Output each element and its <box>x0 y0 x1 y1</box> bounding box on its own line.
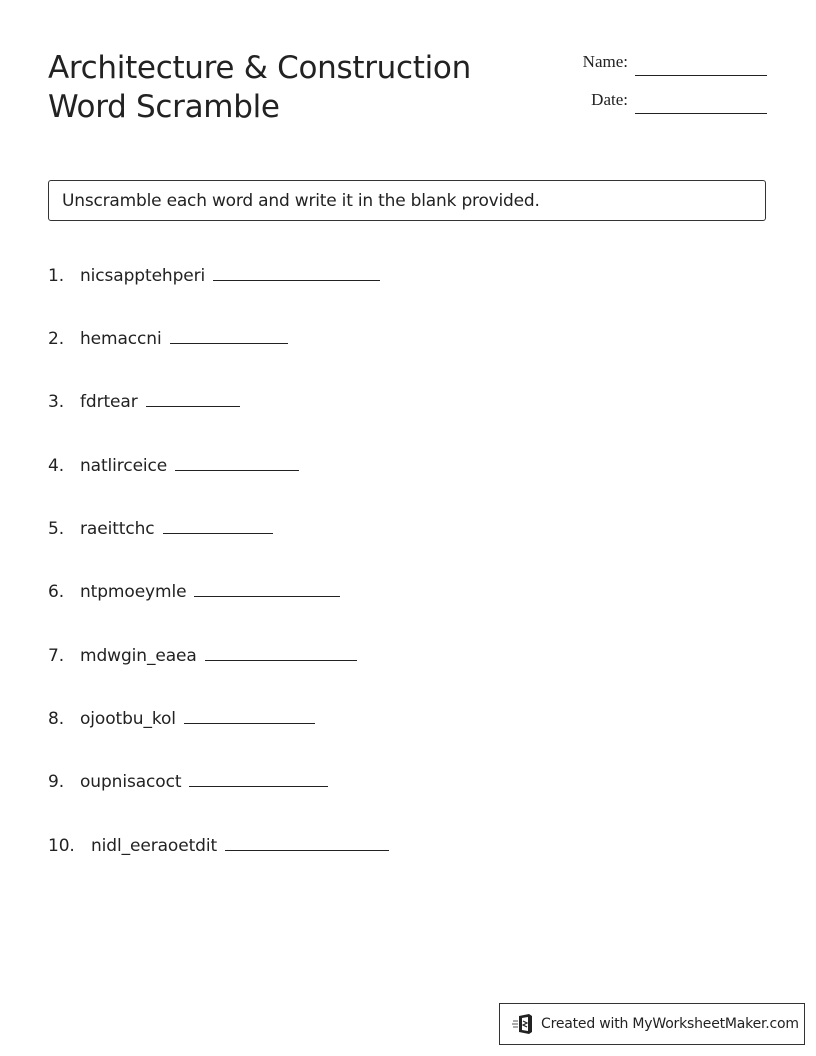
item-number: 6. <box>48 582 65 602</box>
worksheet-maker-logo-icon <box>512 1013 534 1035</box>
answer-blank[interactable] <box>170 325 288 344</box>
scrambled-word: hemaccni <box>80 329 162 349</box>
answer-blank[interactable] <box>163 515 273 534</box>
page-title <box>48 49 471 127</box>
list-item <box>48 515 273 543</box>
list-item <box>48 832 389 860</box>
answer-blank[interactable] <box>189 768 328 787</box>
student-info <box>560 52 770 128</box>
footer-text: Created with MyWorksheetMaker.com <box>541 1016 799 1032</box>
answer-blank[interactable] <box>213 262 380 281</box>
list-item <box>48 642 357 670</box>
created-with-badge[interactable] <box>499 1003 805 1045</box>
title-line-1: Architecture & Construction <box>48 50 471 86</box>
instructions-box: Unscramble each word and write it in the blank provided. <box>48 180 766 221</box>
list-item <box>48 768 328 796</box>
answer-blank[interactable] <box>184 705 315 724</box>
item-number: 4. <box>48 456 65 476</box>
scrambled-word: nidl_eeraoetdit <box>91 836 218 856</box>
answer-blank[interactable] <box>175 452 299 471</box>
date-label: Date: <box>591 90 628 109</box>
list-item <box>48 262 380 290</box>
item-number: 7. <box>48 646 65 666</box>
name-label: Name: <box>582 52 628 71</box>
list-item <box>48 388 240 416</box>
answer-blank[interactable] <box>146 388 240 407</box>
list-item <box>48 452 299 480</box>
scrambled-word: natlirceice <box>80 456 168 476</box>
scrambled-word: nicsapptehperi <box>80 266 206 286</box>
answer-blank[interactable] <box>225 832 389 851</box>
item-number: 2. <box>48 329 65 349</box>
scrambled-word: fdrtear <box>80 392 138 412</box>
answer-blank[interactable] <box>194 578 340 597</box>
list-item <box>48 705 315 733</box>
name-row <box>560 52 770 90</box>
item-number: 8. <box>48 709 65 729</box>
item-number: 1. <box>48 266 65 286</box>
item-number: 10. <box>48 836 75 856</box>
title-line-2: Word Scramble <box>48 89 280 125</box>
scrambled-word: mdwgin_eaea <box>80 646 197 666</box>
scrambled-word: raeittchc <box>80 519 155 539</box>
list-item <box>48 325 288 353</box>
date-row <box>560 90 770 128</box>
answer-blank[interactable] <box>205 642 357 661</box>
date-field[interactable] <box>635 113 767 114</box>
list-item <box>48 578 340 606</box>
name-field[interactable] <box>635 75 767 76</box>
item-number: 9. <box>48 772 65 792</box>
scrambled-word: ntpmoeymle <box>80 582 187 602</box>
scrambled-word: ojootbu_kol <box>80 709 176 729</box>
item-number: 5. <box>48 519 65 539</box>
scrambled-word: oupnisacoct <box>80 772 182 792</box>
item-number: 3. <box>48 392 65 412</box>
